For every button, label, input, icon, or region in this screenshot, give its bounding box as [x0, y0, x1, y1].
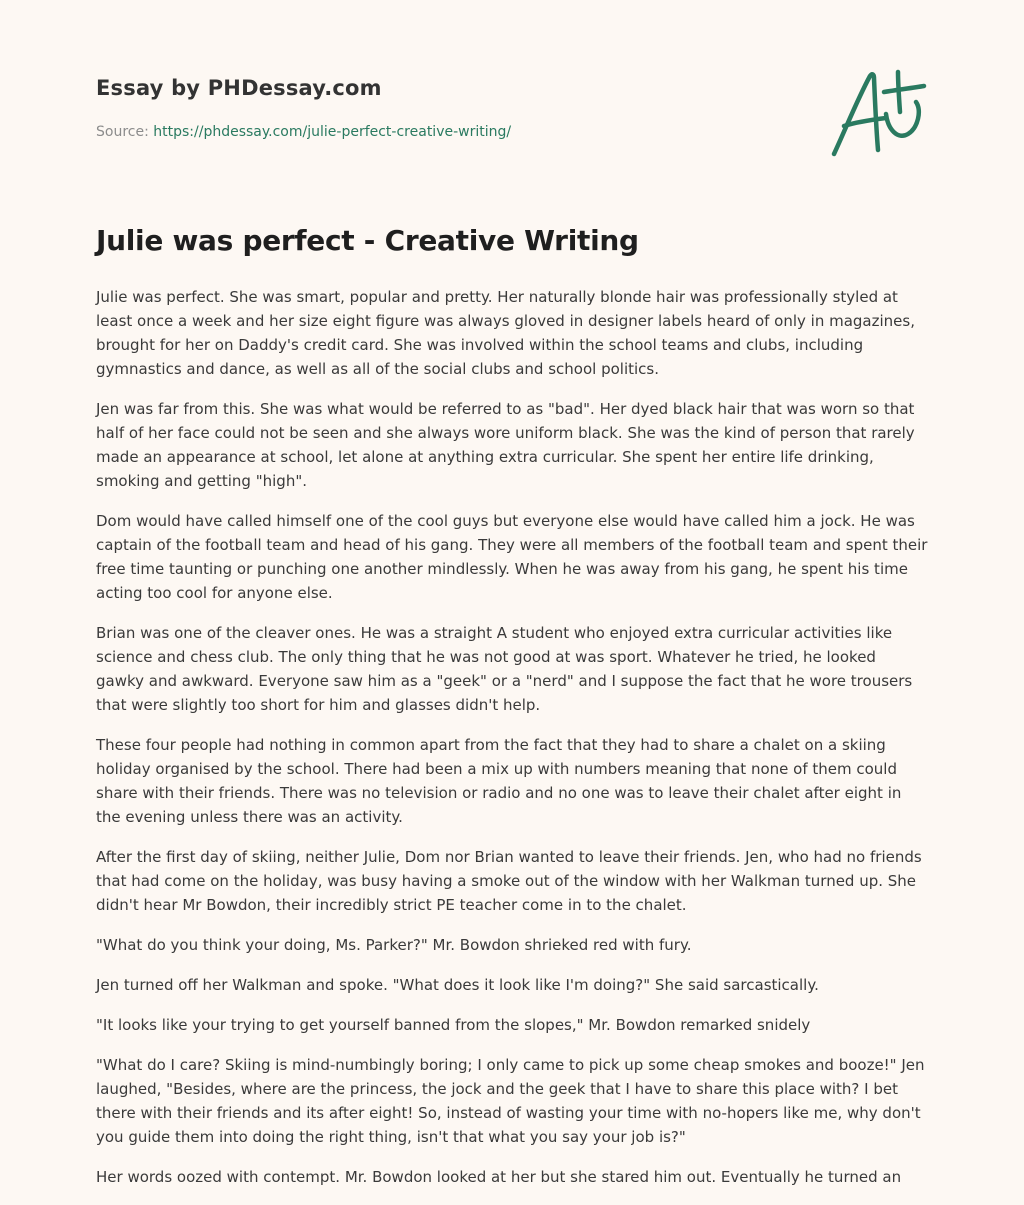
essay-body — [96, 285, 928, 1205]
essay-paragraph: After the first day of skiing, neither Julie, Dom nor Brian wanted to leave their friends. Jen, who had no friends that had come on the holiday, was busy having a smoke out of the window with her Walkman turned up. She didn't hear Mr Bowdon, their incredibly strict PE teacher come in to the chalet. — [96, 848, 922, 914]
essay-paragraph: Julie was perfect. She was smart, popular and pretty. Her naturally blonde hair was professionally styled at least once a week and her size eight figure was always gloved in designer labels heard of only in magazines, brought for her on Daddy's credit card. She was involved within the school teams and clubs, including gymnastics and dance, as well as all of the social clubs and school politics. — [96, 288, 915, 378]
essay-paragraph: Brian was one of the cleaver ones. He was a straight A student who enjoyed extra curricular activities like science and chess club. The only thing that he was not good at was sport. Whatever he tried, he looked gawky and awkward. Everyone saw him as a "geek" or a "nerd" and I suppose the fact that he wore trousers that were slightly too short for him and glasses didn't help. — [96, 624, 913, 714]
essay-paragraph: Jen turned off her Walkman and spoke. "What does it look like I'm doing?" She said sarcastically. — [96, 976, 819, 994]
essay-paragraph: "It looks like your trying to get yourself banned from the slopes," Mr. Bowdon remarked snidely — [96, 1016, 811, 1034]
essay-title: Julie was perfect - Creative Writing — [96, 224, 639, 257]
essay-paragraph: Dom would have called himself one of the cool guys but everyone else would have called him a jock. He was captain of the football team and head of his gang. They were all members of the football team and spent their free time taunting or punching one another mindlessly. When he was away from his gang, he spent his time acting too cool for anyone else. — [96, 512, 928, 602]
essay-paragraph: Her words oozed with contempt. Mr. Bowdon looked at her but she stared him out. Eventually he turned an — [96, 1168, 902, 1186]
source-label: Source: — [96, 124, 149, 140]
essay-paragraph: Jen was far from this. She was what would be referred to as "bad". Her dyed black hair that was worn so that half of her face could not be seen and she always wore uniform black. She was the kind of person that rarely made an appearance at school, let alone at anything extra curricular. She spent her entire life drinking, smoking and getting "high". — [96, 400, 915, 490]
source-link[interactable]: https://phdessay.com/julie-perfect-creative-writing/ — [153, 124, 512, 140]
site-header — [96, 72, 928, 182]
essay-page — [96, 0, 928, 1204]
essay-paragraph: These four people had nothing in common apart from the fact that they had to share a chalet on a skiing holiday organised by the school. There had been a mix up with numbers meaning that none of them could share with their friends. There was no television or radio and no one was to leave their chalet after eight in the evening unless there was an activity. — [96, 736, 902, 826]
site-brand: Essay by PHDessay.com — [96, 76, 382, 100]
essay-paragraph: "What do I care? Skiing is mind-numbingly boring; I only came to pick up some cheap smokes and booze!" Jen laughed, "Besides, where are the princess, the jock and the geek that I have to share this place with? I bet there with their friends and its after eight! So, instead of wasting your time with no-hopers like me, why don't you guide them into doing the right thing, isn't that what you say your job is?" — [96, 1056, 925, 1146]
source-line — [96, 124, 511, 140]
a-plus-logo-icon — [828, 68, 928, 162]
essay-paragraph: "What do you think your doing, Ms. Parker?" Mr. Bowdon shrieked red with fury. — [96, 936, 692, 954]
